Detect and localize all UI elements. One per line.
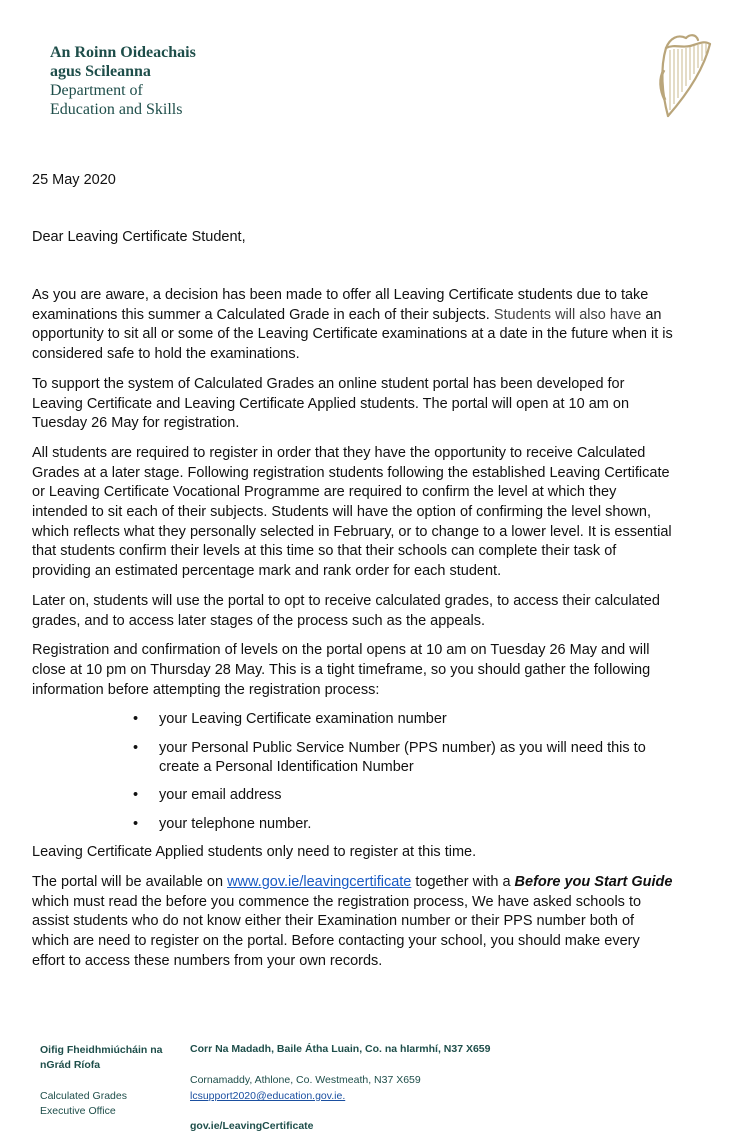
list-item-text: your telephone number. [159,815,312,832]
letter-date: 25 May 2020 [32,172,116,188]
department-logo-text [50,43,196,119]
letter-salutation: Dear Leaving Certificate Student, [32,229,246,245]
org-name-english-line1: Department of [50,82,143,99]
paragraph-lca: Leaving Certificate Applied students only need to register at this time. [32,844,477,861]
letter-footer [0,1040,729,1141]
office-name-english: Calculated Grades Executive Office [40,1090,127,1117]
harp-crest-icon [656,30,714,122]
paragraph-intro-part1: As you are aware, a decision has been made to offer all Leaving Certificate students due to take examinations this summer a Calculated Grade in each of their subjects. [32,287,649,323]
required-info-list [32,710,674,834]
bullet-icon: • [133,739,139,756]
org-name-english-line2: Education and Skills [50,101,183,118]
paragraph-intro-part3: an opportunity to sit all or some of the Leaving Certificate examinations at a date in the future when it is considered safe to hold the examinations. [32,306,673,363]
portal-link-text-part1: The portal will be available on [32,874,228,891]
paragraph-portal-link [32,873,674,972]
list-item [133,815,674,835]
bullet-icon: • [133,711,139,728]
paragraph-registration-required: All students are required to register in order that they have the opportunity to receive Calculated Grades at a later stage. Following registration students following the established Leaving Certificate or Leaving Certificate Vocational Programme are required to confirm the level at which they intended to sit each of their subjects. Students will have the option of confirming the level shown, which reflects what they personally selected in February, or to change to a lower level. It is essential that students confirm their levels at this time so that their schools can complete their task of providing an estimated percentage mark and rank order for each student. [32,444,672,580]
list-item-text: your Leaving Certificate examination number [159,711,447,728]
paragraph-intro-part2: Students will also have [493,306,642,323]
paragraph-portal: To support the system of Calculated Grades an online student portal has been developed for Leaving Certificate and Leaving Certificate Applied students. The portal will open at 10 am on Tuesday 26 May for registration. [32,375,630,432]
paragraph-timeframe: Registration and confirmation of levels on the portal opens at 10 am on Tuesday 26 May and will close at 10 pm on Thursday 28 May. This is a tight timeframe, so you should gather the following information before attempting the registration process: [32,642,651,698]
address-english: Cornamaddy, Athlone, Co. Westmeath, N37 X659 [190,1074,421,1086]
list-item [133,710,674,730]
paragraph-later-on: Later on, students will use the portal to opt to receive calculated grades, to access their calculated grades, and to access later stages of the process such as the appeals. [32,592,660,629]
leaving-certificate-link[interactable]: www.gov.ie/leavingcertificate [227,874,412,891]
list-item [133,739,674,778]
paragraph-intro [32,286,674,365]
list-item-text: your Personal Public Service Number (PPS number) as you will need this to create a Personal Identification Number [159,739,646,776]
list-item [133,786,674,806]
address-irish: Corr Na Madadh, Baile Átha Luain, Co. na hIarmhí, N37 X659 [190,1043,491,1055]
letter-body [32,286,674,982]
support-email-link[interactable]: lcsupport2020@education.gov.ie. [190,1090,346,1102]
before-you-start-guide-title: Before you Start Guide [514,874,673,891]
office-name-irish: Oifig Fheidhmiúcháin na nGrád Ríofa [40,1044,163,1071]
portal-link-text-part3: which must read the before you commence the registration process, We have asked schools to assist students who do not know either their Examination number or their PPS number both of which are need to register on the portal. Before contacting your school, you should make every effort to access these numbers from your own records. [32,893,642,969]
bullet-icon: • [133,787,139,804]
portal-link-text-part2: together with a [411,874,515,891]
org-name-irish-line1: An Roinn Oideachais [50,44,196,61]
website-text: gov.ie/LeavingCertificate [190,1120,314,1132]
org-name-irish-line2: agus Scileanna [50,63,151,80]
list-item-text: your email address [159,787,282,804]
bullet-icon: • [133,815,139,832]
